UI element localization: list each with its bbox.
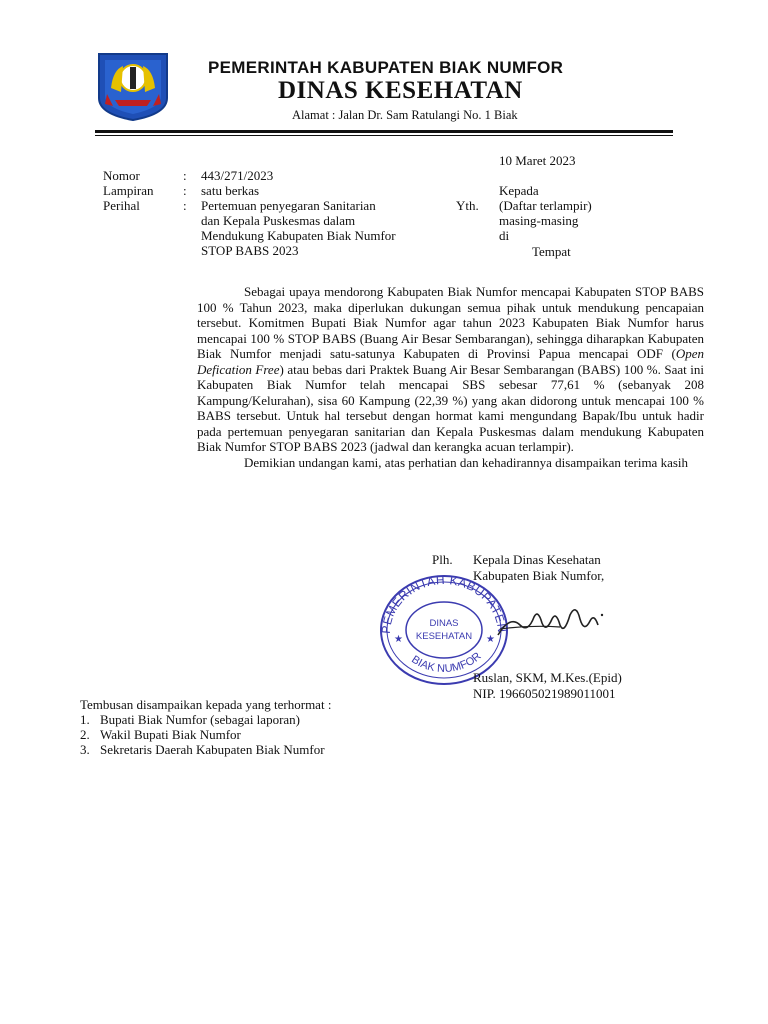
plh-label: Plh. bbox=[432, 552, 453, 567]
recipient-line: masing-masing bbox=[499, 213, 579, 228]
perihal-label: Perihal bbox=[103, 198, 140, 213]
lampiran-value: satu berkas bbox=[201, 183, 260, 198]
address-line: Alamat : Jalan Dr. Sam Ratulangi No. 1 Biak bbox=[292, 108, 518, 122]
letter-date: 10 Maret 2023 bbox=[499, 153, 576, 168]
stamp-star-icon: ★ bbox=[486, 634, 495, 645]
perihal-line: STOP BABS 2023 bbox=[201, 243, 299, 258]
body-text: ) atau bebas dari Praktek Buang Air Besar Sembarangan (BABS) 100 %. Saat ini Kabupaten Biak Numfor telah mencapai SBS sebesar 77,61 % (sebanyak 208 Kampung/Kelurahan), sisa 60 Kampung (22,39 %) yang akan didorong untuk mencapai 100 % BABS tersebut. Untuk hal tersebut dengan hormat kami mengundang Bapak/Ibu untuk hadir pada pertemuan penyegaran sanitarian dan Kepala Puskesmas dalam mendukung Kabupaten Biak Numfor STOP BABS 2023 (jadwal dan kerangka acuan terlampir). bbox=[197, 361, 704, 454]
signer-block bbox=[473, 670, 622, 701]
body-italic-term: Open Defication Free bbox=[197, 346, 704, 377]
stamp-inner-text: KESEHATAN bbox=[415, 631, 473, 642]
header-rule-thin bbox=[95, 135, 673, 136]
signer-title-line: Kabupaten Biak Numfor, bbox=[473, 567, 605, 583]
cc-item-number: 1. bbox=[80, 712, 90, 727]
cc-item-number: 3. bbox=[80, 742, 90, 757]
letter-body bbox=[197, 284, 704, 470]
signer-name: Ruslan, SKM, M.Kes.(Epid) bbox=[473, 670, 622, 685]
cc-item-number: 2. bbox=[80, 727, 90, 742]
kepada-label: Kepada bbox=[499, 183, 539, 198]
nomor-label: Nomor bbox=[103, 168, 140, 183]
perihal-line: Mendukung Kabupaten Biak Numfor bbox=[201, 228, 396, 243]
cc-list-item bbox=[80, 742, 325, 758]
cc-heading: Tembusan disampaikan kepada yang terhormat : bbox=[80, 697, 332, 712]
tempat-label: Tempat bbox=[532, 244, 571, 259]
signer-title-line: Kepala Dinas Kesehatan bbox=[473, 552, 601, 567]
perihal-line: dan Kepala Puskesmas dalam bbox=[201, 213, 356, 228]
body-paragraph-1 bbox=[197, 284, 704, 455]
stamp-inner-text: DINAS bbox=[429, 618, 459, 629]
cc-item-text: Bupati Biak Numfor (sebagai laporan) bbox=[100, 712, 300, 727]
nomor-colon: : bbox=[183, 168, 187, 183]
cc-item-text: Wakil Bupati Biak Numfor bbox=[100, 727, 241, 742]
perihal-line: Pertemuan penyegaran Sanitarian bbox=[201, 198, 376, 213]
cc-item-text: Sekretaris Daerah Kabupaten Biak Numfor bbox=[100, 742, 325, 757]
handwritten-signature bbox=[490, 595, 610, 645]
recipient-line: (Daftar terlampir) bbox=[499, 198, 592, 213]
department-name: DINAS KESEHATAN bbox=[278, 77, 523, 104]
stamp-text-top: PEMERINTAH KABUPATEN bbox=[378, 572, 510, 635]
lampiran-colon: : bbox=[183, 183, 187, 198]
recipient-line: di bbox=[499, 228, 510, 243]
stamp-star-icon: ★ bbox=[394, 634, 403, 645]
stamp-text-bottom: BIAK NUMFOR bbox=[409, 650, 484, 676]
yth-label: Yth. bbox=[456, 198, 479, 213]
lampiran-label: Lampiran bbox=[103, 183, 154, 198]
organization-name: PEMERINTAH KABUPATEN BIAK NUMFOR bbox=[208, 58, 564, 77]
body-text: Sebagai upaya mendorong Kabupaten Biak Numfor mencapai Kabupaten STOP BABS 100 % Tahun 2023, maka diperlukan dukungan semua pihak untuk mendukung pencapaian tersebut. Komitmen Bupati Biak Numfor agar tahun 2023 Kabupaten Biak Numfor harus mencapai 100 % STOP BABS (Buang Air Besar Sembarangan), sehingga diharapkan Kabupaten Biak Numfor menjadi satu-satunya Kabupaten di Provinsi Papua mencapai ODF ( bbox=[197, 284, 704, 361]
body-paragraph-2: Demikian undangan kami, atas perhatian dan kehadirannya disampaikan terima kasih bbox=[244, 454, 689, 470]
perihal-colon: : bbox=[183, 198, 187, 213]
regency-emblem-logo bbox=[93, 48, 173, 123]
signer-nip: NIP. 196605021989011001 bbox=[473, 685, 616, 701]
cc-list-item bbox=[80, 712, 300, 728]
cc-list-item bbox=[80, 727, 241, 743]
nomor-value: 443/271/2023 bbox=[201, 168, 274, 183]
header-rule-thick bbox=[95, 130, 673, 133]
